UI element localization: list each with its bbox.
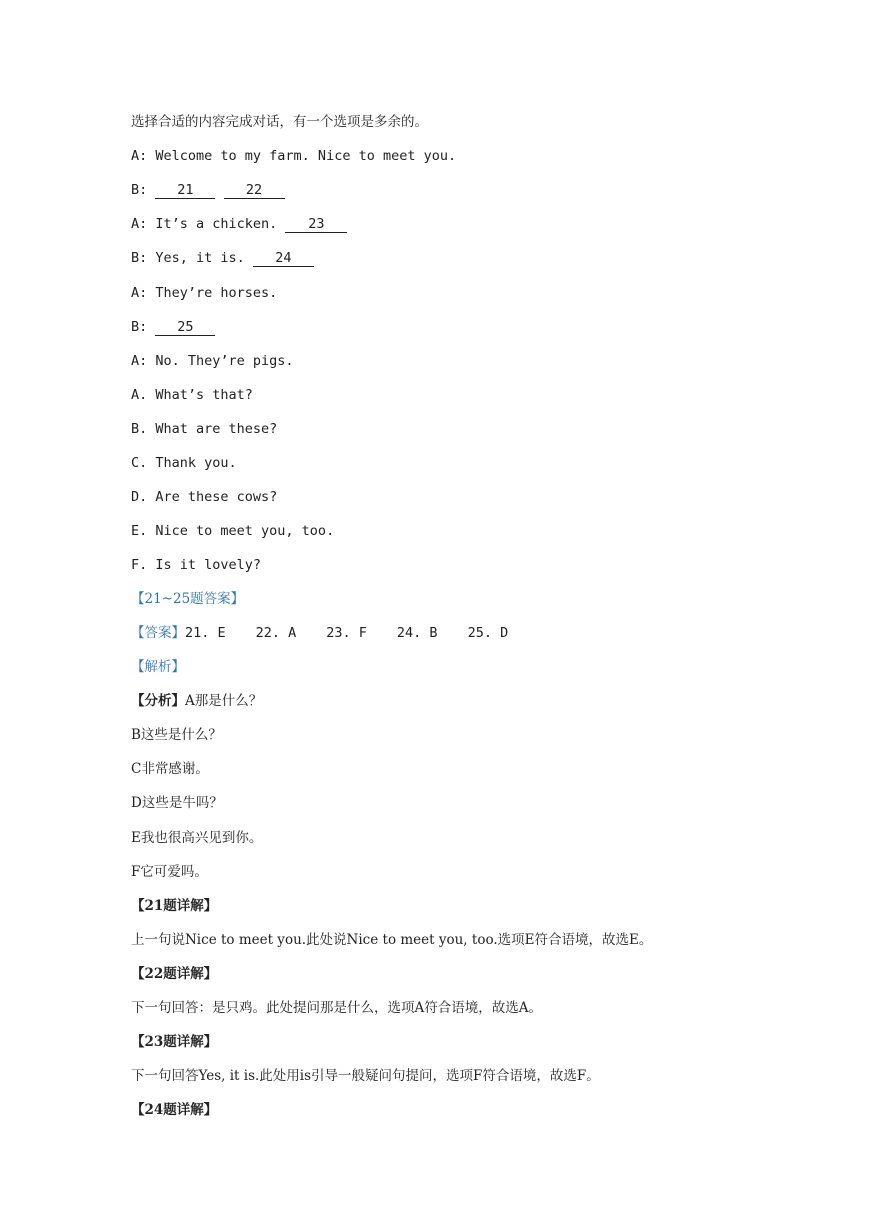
option-b: B. What are these?: [131, 421, 278, 437]
detail-23-title: 【23题详解】: [131, 1034, 218, 1050]
option-a: A. What’s that?: [131, 387, 253, 403]
answer-25: 25. D: [467, 625, 509, 641]
analysis-label: 【解析】: [131, 659, 185, 675]
dialogue-line-5: A: They’re horses.: [131, 285, 278, 301]
blank-25: 25: [155, 320, 215, 336]
blank-23: 23: [285, 217, 347, 233]
option-d: D. Are these cows?: [131, 489, 278, 505]
detail-21-title: 【21题详解】: [131, 898, 218, 914]
detail-21-text: 上一句说Nice to meet you.此处说Nice to meet you, too.选项E符合语境，故选E。: [131, 932, 653, 948]
option-c: C. Thank you.: [131, 455, 237, 471]
analysis-a-text: A那是什么？: [185, 693, 263, 709]
dialogue-text: A: It’s a chicken.: [131, 216, 286, 232]
detail-23-text: 下一句回答Yes, it is.此处用is引导一般疑问句提问，选项F符合语境，故选F。: [131, 1068, 600, 1084]
dialogue-line-6: [131, 318, 215, 336]
answer-line: [131, 624, 508, 642]
answer-label: 【答案】: [131, 625, 185, 641]
option-f: F. Is it lovely?: [131, 557, 262, 573]
blank-24: 24: [253, 251, 314, 267]
dialogue-text: B: Yes, it is.: [131, 250, 253, 266]
answer-22: 22. A: [255, 625, 297, 641]
answer-24: 24. B: [396, 625, 438, 641]
dialogue-line-3: [131, 215, 347, 233]
instruction: 选择合适的内容完成对话，有一个选项是多余的。: [131, 114, 428, 130]
blank-22: 22: [224, 183, 285, 199]
option-e: E. Nice to meet you, too.: [131, 523, 335, 539]
analysis-b: B这些是什么？: [131, 727, 222, 743]
dialogue-line-1: A: Welcome to my farm. Nice to meet you.: [131, 148, 457, 164]
analysis-sub-label: 【分析】: [131, 693, 185, 709]
answer-header: 【21~25题答案】: [131, 591, 245, 607]
dialogue-speaker-b: B:: [131, 319, 156, 335]
analysis-e: E我也很高兴见到你。: [131, 830, 263, 846]
dialogue-line-4: [131, 249, 314, 267]
dialogue-line-7: A: No. They’re pigs.: [131, 353, 294, 369]
analysis-c: C非常感谢。: [131, 761, 209, 777]
analysis-f: F它可爱吗。: [131, 864, 208, 880]
detail-22-title: 【22题详解】: [131, 966, 218, 982]
blank-21: 21: [155, 183, 215, 199]
analysis-a: [131, 692, 262, 710]
detail-24-title: 【24题详解】: [131, 1102, 218, 1118]
answer-21: 21. E: [185, 625, 226, 641]
analysis-d: D这些是牛吗？: [131, 795, 223, 811]
answer-23: 23. F: [326, 625, 367, 641]
detail-22-text: 下一句回答：是只鸡。此处提问那是什么，选项A符合语境，故选A。: [131, 1000, 542, 1016]
dialogue-line-2: [131, 181, 285, 199]
dialogue-speaker-b: B:: [131, 182, 156, 198]
